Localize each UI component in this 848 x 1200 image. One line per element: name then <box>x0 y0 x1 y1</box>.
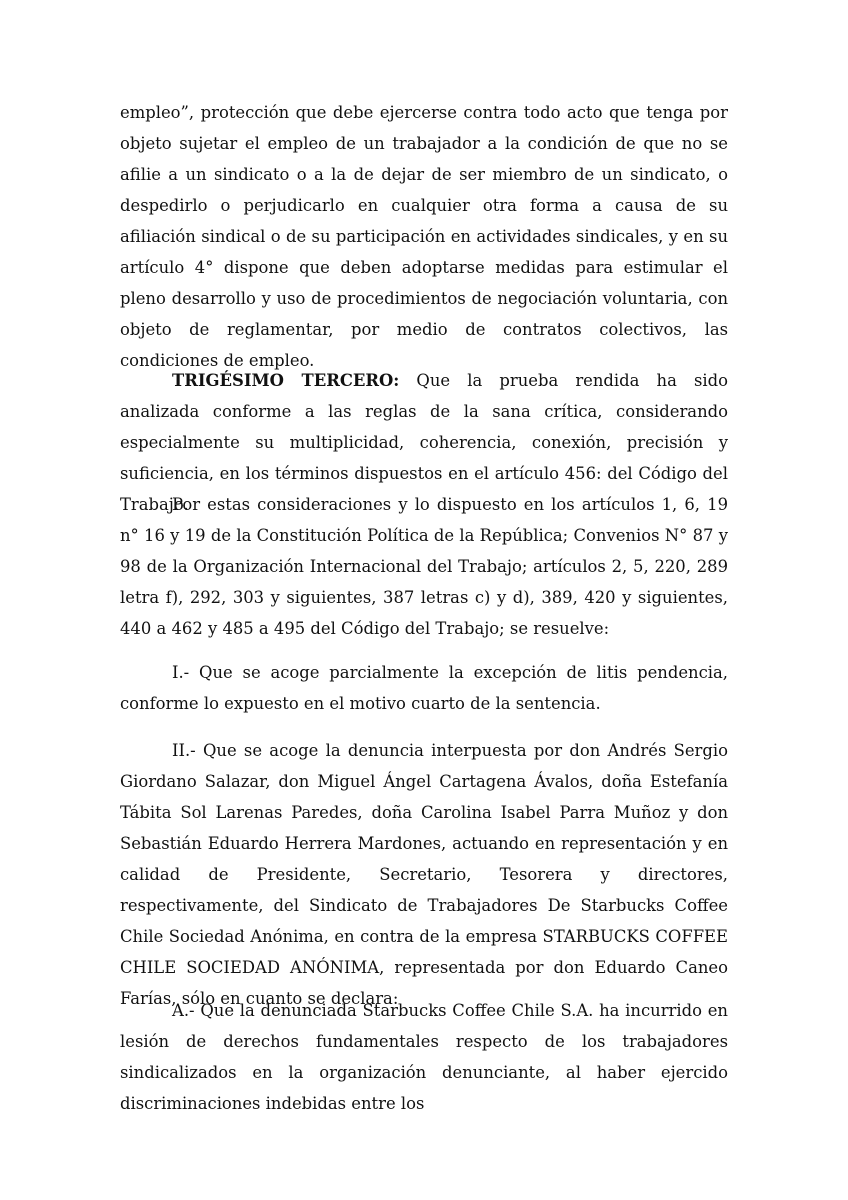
section-heading: TRIGÉSIMO TERCERO: <box>172 371 400 390</box>
paragraph-considerations <box>120 489 728 644</box>
paragraph-resolution-a <box>120 995 728 1119</box>
paragraph-text: Por estas consideraciones y lo dispuesto en los artículos 1, 6, 19 n° 16 y 19 de la Constitución Política de la República; Convenios N° 87 y 98 de la Organización Internacional del Trabajo; artículos 2, 5, 220, 289 letra f), 292, 303 y siguientes, 387 letras c) y d), 389, 420 y siguientes, 440 a 462 y 485 a 495 del Código del Trabajo; se resuelve: <box>120 495 728 638</box>
paragraph-text: I.- Que se acoge parcialmente la excepción de litis pendencia, conforme lo expuesto en el motivo cuarto de la sentencia. <box>120 663 728 713</box>
paragraph-resolution-i <box>120 657 728 719</box>
paragraph-continuation <box>120 97 728 376</box>
paragraph-text: empleo”, protección que debe ejercerse contra todo acto que tenga por objeto sujetar el empleo de un trabajador a la condición de que no se afilie a un sindicato o a la de dejar de ser miembro de un sindicato, o despedirlo o perjudicarlo en cualquier otra forma a causa de su afiliación sindical o de su participación en actividades sindicales, y en su artículo 4° dispone que deben adoptarse medidas para estimular el pleno desarrollo y uso de procedimientos de negociación voluntaria, con objeto de reglamentar, por medio de contratos colectivos, las condiciones de empleo. <box>120 103 728 370</box>
paragraph-text: II.- Que se acoge la denuncia interpuesta por don Andrés Sergio Giordano Salazar, don Miguel Ángel Cartagena Ávalos, doña Estefanía Tábita Sol Larenas Paredes, doña Carolina Isabel Parra Muñoz y don Sebastián Eduardo Herrera Mardones, actuando en representación y en calidad de Presidente, Secretario, Tesorera y directores, respectivamente, del Sindicato de Trabajadores De Starbucks Coffee Chile Sociedad Anónima, en contra de la empresa STARBUCKS COFFEE CHILE SOCIEDAD ANÓNIMA, representada por don Eduardo Caneo Farías, sólo en cuanto se declara: <box>120 741 728 1008</box>
paragraph-resolution-ii <box>120 735 728 1014</box>
paragraph-text: Que la prueba rendida ha sido analizada conforme a las reglas de la sana crítica, considerando especialmente su multiplicidad, coherencia, conexión, precisión y suficiencia, en los términos dispuestos en el artículo 456: del Código del Trabajo. <box>120 371 728 514</box>
paragraph-text: A.- Que la denunciada Starbucks Coffee Chile S.A. ha incurrido en lesión de derechos fundamentales respecto de los trabajadores sindicalizados en la organización denunciante, al haber ejercido discriminaciones indebidas entre los <box>120 1001 728 1113</box>
